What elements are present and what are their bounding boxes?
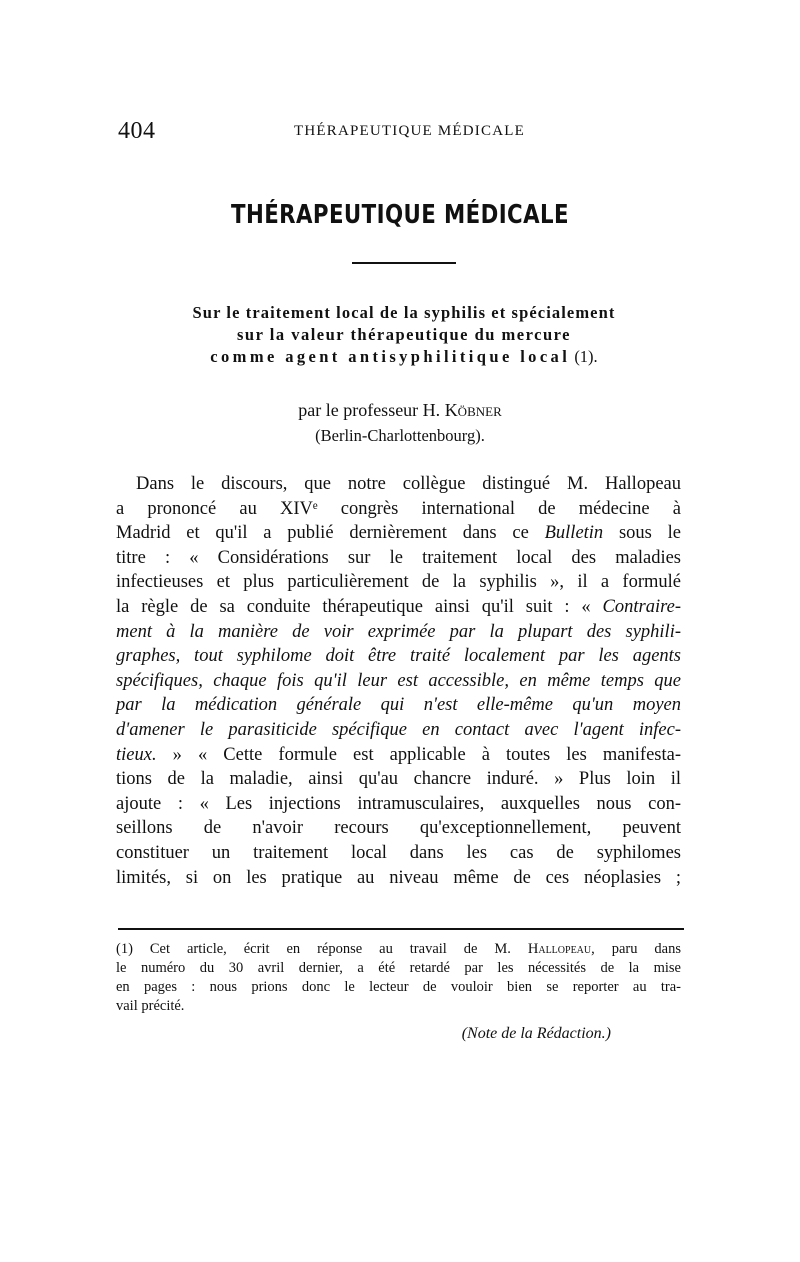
quoted-text: par la médication générale qui n'est elle-même qu'un moyen (116, 695, 681, 716)
running-title: THÉRAPEUTIQUE MÉDICALE (294, 123, 525, 139)
footnote-line (116, 940, 681, 959)
quoted-text: spécifiques, chaque fois qu'il leur est accessible, en même temps que (116, 670, 681, 691)
body-paragraph (116, 472, 681, 890)
text-line: limités, si on les pratique au niveau même de ces néoplasies ; (116, 867, 681, 888)
text-line: Dans le discours, que notre collègue distingué M. Hallopeau (136, 474, 681, 494)
text-line: infectieuses et plus particulièrement de la syphilis », il a formulé (116, 572, 681, 593)
text-line: ajoute : « Les injections intramusculaires, auxquelles nous con- (116, 793, 681, 814)
text-line: tions de la maladie, ainsi qu'au chancre induré. » Plus loin il (116, 769, 681, 790)
text-line: titre : « Considérations sur le traitement local des maladies (116, 547, 681, 568)
text-line: a prononcé au XIVᵉ congrès international de médecine à (116, 498, 681, 519)
text-line (116, 669, 681, 694)
article-title-line: Sur le traitement local de la syphilis et spécialement (192, 303, 616, 322)
text-span: (1) Cet article, écrit en réponse au travail de M. (116, 941, 528, 957)
footnote-line: le numéro du 30 avril dernier, a été retardé par les nécessités de la mise (116, 960, 681, 976)
page-number: 404 (118, 118, 156, 144)
running-header (118, 118, 684, 148)
text-span: Madrid et qu'il a publié dernièrement dans ce (116, 523, 545, 544)
text-span: sous le (603, 523, 682, 544)
text-span: , paru dans (591, 941, 681, 957)
byline-prefix: par le professeur H. (298, 400, 445, 420)
footnote-rule (118, 928, 684, 930)
article-title-line (140, 346, 668, 368)
text-line (116, 693, 681, 718)
section-title: THÉRAPEUTIQUE MÉDICALE (231, 200, 569, 230)
text-line (116, 595, 681, 620)
text-line (116, 644, 681, 669)
article-title-line: sur la valeur thérapeutique du mercure (237, 325, 571, 344)
text-span: » « Cette formule est applicable à toutes les manifesta- (156, 744, 681, 765)
text-line: seillons de n'avoir recours qu'exceptionnellement, peuvent (116, 818, 681, 839)
quoted-text: graphes, tout syphilome doit être traité localement par les agents (116, 646, 681, 667)
byline (0, 398, 800, 448)
editorial-note: (Note de la Rédaction.) (461, 1025, 611, 1042)
text-line: constituer un traitement local dans les cas de syphilomes (116, 842, 681, 863)
text-line (116, 718, 681, 743)
title-rule (352, 262, 456, 264)
quoted-text: ment à la manière de voir exprimée par la plupart des syphili- (116, 621, 681, 642)
cited-author: Hallopeau (527, 941, 592, 957)
author-line (0, 398, 800, 423)
text-line (116, 521, 681, 546)
footnote-line: en pages : nous prions donc le lecteur de vouloir bien se reporter au tra- (116, 979, 681, 995)
article-title-text: comme agent antisyphilitique local (210, 347, 571, 366)
author-name: Köbner (444, 400, 502, 420)
quoted-text: Contraire- (602, 596, 681, 617)
author-location: (Berlin-Charlottenbourg). (315, 426, 485, 445)
footnote (116, 940, 681, 1043)
footnote-line: vail précité. (116, 998, 185, 1014)
quoted-text: tieux. (116, 744, 157, 765)
journal-title: Bulletin (544, 523, 604, 544)
article-title (140, 302, 668, 368)
quoted-text: d'amener le parasiticide spécifique en contact avec l'agent infec- (116, 719, 681, 740)
footnote-reference: (1). (570, 347, 598, 366)
text-line (116, 743, 681, 768)
text-line (116, 620, 681, 645)
text-span: la règle de sa conduite thérapeutique ainsi qu'il suit : « (116, 596, 603, 617)
